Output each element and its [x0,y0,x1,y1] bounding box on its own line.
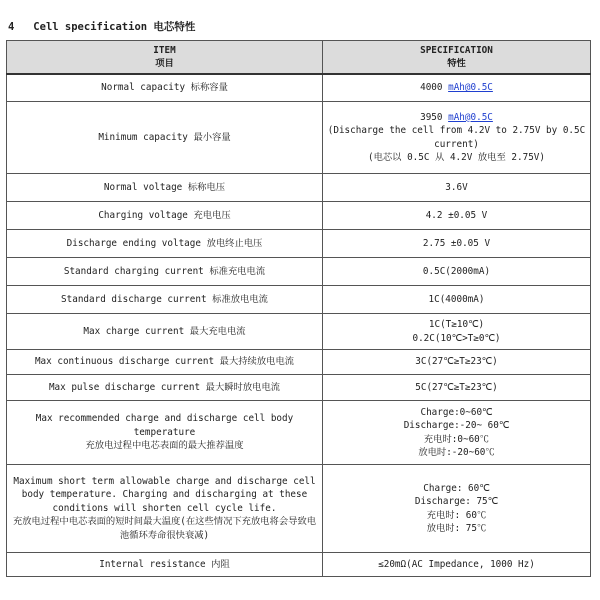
table-row [7,286,591,314]
section-title: Cell specification 电芯特性 [33,21,196,33]
section-heading [8,19,195,34]
row-item-internal-resistance: Internal resistance 内阻 [7,553,323,577]
spec-line: Charge: 60℃ [423,482,490,494]
spec-line: 充电时: 60℃ [426,509,487,521]
table-row [7,553,591,577]
row-item-normal-voltage: Normal voltage 标称电压 [7,174,323,202]
item-header-cn: 项目 [155,57,174,69]
item-text-en: Max recommended charge and discharge cell body temperature [35,413,294,438]
table-row [7,465,591,553]
row-spec-max-charge-current [323,314,591,350]
row-item-max-pulse-discharge-current: Max pulse discharge current 最大瞬时放电电流 [7,375,323,401]
table-header-row [7,41,591,74]
item-text-cn: 充放电过程中电芯表面的短时间最大温度(在这些情况下充放电将会导致电池循环寿命很快衰减) [12,516,317,541]
spec-line: Charge:0~60℃ [420,406,493,418]
table-row [7,174,591,202]
row-item-max-charge-current: Max charge current 最大充电电流 [7,314,323,350]
row-spec-max-recommended-temperature [323,401,591,465]
spec-value: 4000 [420,82,443,94]
spec-line: Discharge: 75℃ [414,496,499,508]
spec-line: 放电时: 75℃ [426,522,487,534]
spec-note-en: (Discharge the cell from 4.2V to 2.75V by 0.5C current) [327,125,586,150]
table-row [7,401,591,465]
row-item-minimum-capacity: Minimum capacity 最小容量 [7,102,323,174]
row-spec-max-short-term-temperature [323,465,591,553]
spec-line: Discharge:-20~ 60℃ [403,420,510,432]
item-text-en: Maximum short term allowable charge and discharge cell body temperature. Charging and discharging at these conditions will shorten cell cycle life. [13,475,316,514]
spec-link[interactable]: mAh@0.5C [448,111,493,123]
table-row [7,375,591,401]
row-item-max-continuous-discharge-current: Max continuous discharge current 最大持续放电电流 [7,350,323,375]
row-spec-internal-resistance: ≤20mΩ(AC Impedance, 1000 Hz) [323,553,591,577]
table-row [7,102,591,174]
row-spec-standard-discharge-current: 1C(4000mA) [323,286,591,314]
table-row [7,202,591,230]
spec-note-cn: (电芯以 0.5C 从 4.2V 放电至 2.75V) [367,151,546,163]
spec-value: 3950 [420,111,443,123]
spec-header-cn: 特性 [447,57,466,69]
spec-header-en: SPECIFICATION [420,44,493,56]
row-spec-discharge-ending-voltage: 2.75 ±0.05 V [323,230,591,258]
row-item-max-short-term-temperature [7,465,323,553]
table-row [7,350,591,375]
item-text-cn: 充放电过程中电芯表面的最大推荐温度 [85,440,244,452]
row-spec-max-continuous-discharge-current: 3C(27℃≥T≥23℃) [323,350,591,375]
spec-line: 1C(T≥10℃) [428,319,485,331]
spec-link[interactable]: mAh@0.5C [448,82,493,94]
row-item-standard-discharge-current: Standard discharge current 标准放电电流 [7,286,323,314]
cell-specification-table [6,40,591,577]
table-row [7,258,591,286]
row-spec-max-pulse-discharge-current: 5C(27℃≥T≥23℃) [323,375,591,401]
table-row [7,230,591,258]
row-spec-standard-charging-current: 0.5C(2000mA) [323,258,591,286]
table-row [7,314,591,350]
spec-line: 0.2C(10℃>T≥0℃) [412,332,501,344]
section-number: 4 [8,21,15,33]
row-item-charging-voltage: Charging voltage 充电电压 [7,202,323,230]
row-spec-normal-voltage: 3.6V [323,174,591,202]
spec-line: 充电时:0~60℃ [423,433,490,445]
row-spec-normal-capacity [323,74,591,102]
row-item-max-recommended-temperature [7,401,323,465]
item-header [7,41,323,74]
spec-line: 放电时:-20~60℃ [418,446,495,458]
row-spec-minimum-capacity [323,102,591,174]
row-spec-charging-voltage: 4.2 ±0.05 V [323,202,591,230]
row-item-standard-charging-current: Standard charging current 标准充电电流 [7,258,323,286]
item-header-en: ITEM [153,44,176,56]
row-item-discharge-ending-voltage: Discharge ending voltage 放电终止电压 [7,230,323,258]
table-row [7,74,591,102]
row-item-normal-capacity: Normal capacity 标称容量 [7,74,323,102]
spec-header [323,41,591,74]
